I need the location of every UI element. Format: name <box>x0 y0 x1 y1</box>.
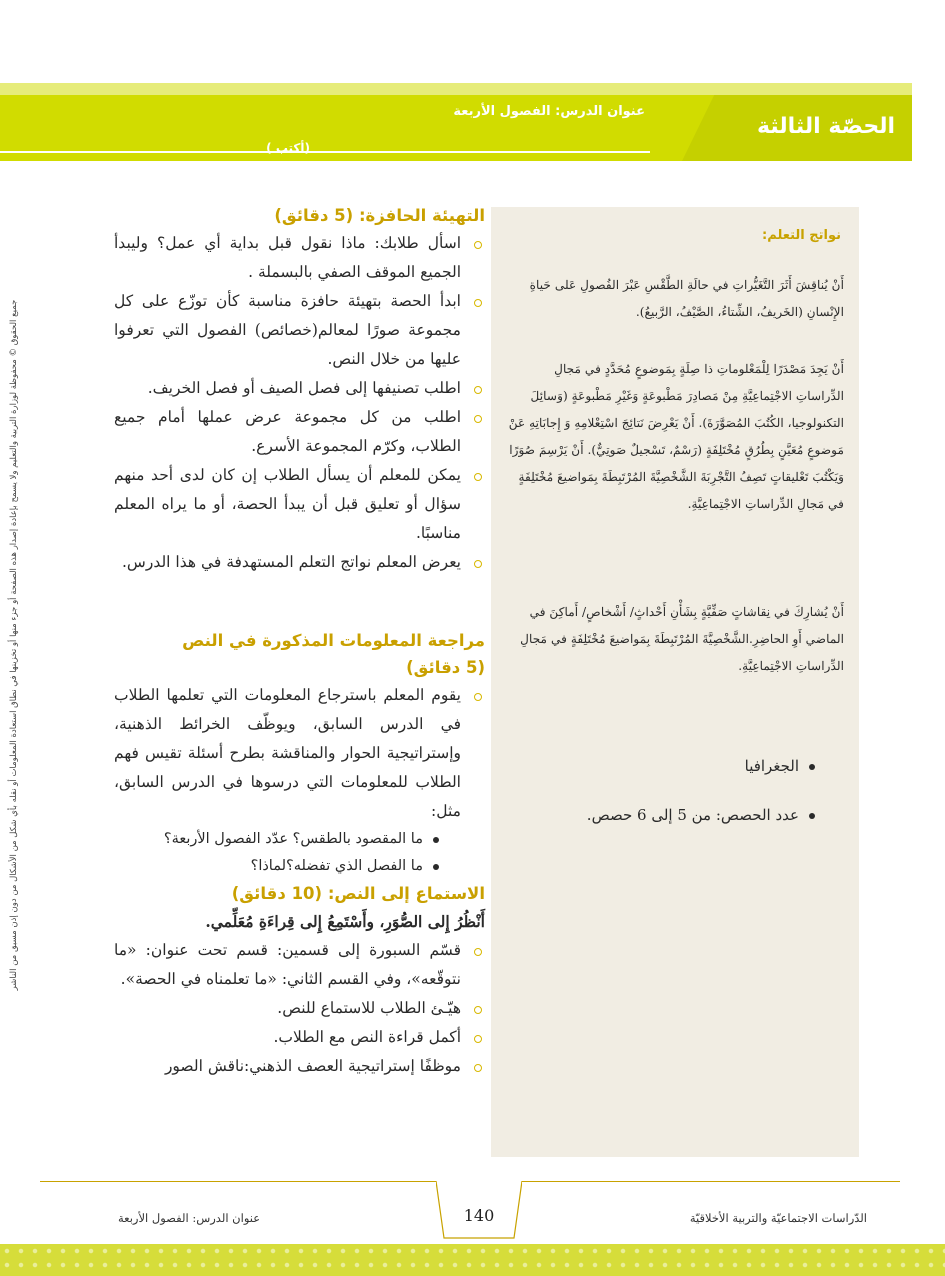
list-item: يمكن للمعلم أن يسأل الطلاب إن كان لدى أحد منهم سؤال أو تعليق قبل أن يبدأ الحصة، أو ما يراه المعلم مناسبًا. <box>114 461 485 548</box>
list-item: اطلب من كل مجموعة عرض عملها أمام جميع الطلاب، وكرّم المجموعة الأسرع. <box>114 403 485 461</box>
footer-book-title: الدّراسات الاجتماعيّة والتربية الأخلاقيّة <box>689 1211 867 1225</box>
review-duration: (5 دقائق) <box>406 658 485 677</box>
book-tag: (أكتب ) <box>266 141 310 155</box>
bullet-dot-icon <box>809 813 815 819</box>
bottom-decorative-band <box>0 1244 945 1276</box>
warmup-list <box>114 229 485 577</box>
learning-outcome: أَنْ يُشارِكَ في نِقاشاتٍ صَفِّيَّةٍ بِشَأْنِ أَحْداثٍ/ أَشْخاصٍ/ أَماكِنَ في الماضي أَوِ الحاضِرِ.الشَّخْصِيَّةَ المُرْتَبِطَةَ بِمَواضيعَ مُخْتَلِفَةٍ في مَجالِ الدِّراساتِ الاجْتِماعِيَّةِ. <box>520 605 844 673</box>
list-item: ابدأ الحصة بتهيئة حافزة مناسبة كأن توزّع على كل مجموعة صورًا لمعالم(خصائص) الفصول التي تعرفوا عليها من خلال النص. <box>114 287 485 374</box>
review-list <box>114 681 485 826</box>
footer-rule <box>40 1181 440 1182</box>
warmup-duration: (5 دقائق) <box>274 206 354 225</box>
question-item: ما المقصود بالطقس؟ عدّد الفصول الأربعة؟ <box>114 826 439 853</box>
list-item: موظفًا إستراتيجية العصف الذهني:ناقش الصور <box>114 1052 485 1081</box>
warmup-title <box>114 202 485 229</box>
list-item: أكمل قراءة النص مع الطلاب. <box>114 1023 485 1052</box>
session-title: الحصّة الثالثة <box>757 114 895 139</box>
list-item: هيّـئ الطلاب للاستماع للنص. <box>114 994 485 1023</box>
list-item: يعرض المعلم نواتج التعلم المستهدفة في هذا الدرس. <box>114 548 485 577</box>
learning-outcome: أَنْ يَجِدَ مَصْدَرًا لِلْمَعْلوماتِ ذا صِلَةٍ بِمَوضوعٍ مُحَدَّدٍ في مَجالِ الدِّراساتِ الاجْتِماعِيَّةِ مِنْ مَصادِرَ مَطْبوعَةٍ وَغَيْرِ مَطْبوعَةٍ (وَسائِلَ التكنولوجيا، الكُتُبَ المُصَوَّرَةَ). أَنْ يَعْرِضَ نَتائِجَ اسْتِعْلامِهِ وَ إِجابَاتِهِ عَنْ مَوضوعٍ مُعَيَّنٍ بِطُرُقٍ مُخْتَلِفَةٍ (رَسْمٌ، تَسْجيلٌ صَوتِيٌّ). أَنْ يَرْسِمَ صُوَرًا وَيَكْتُبَ تَعْليقاتٍ تَصِفُ التَّجْرِبَةَ الشَّخْصِيَّةَ المُرْتَبِطَةَ بِمَواضيعَ مُخْتَلِفَةٍ في مَجالِ الدِّراساتِ الاجْتِماعِيَّةِ. <box>508 362 844 511</box>
page-number: 140 <box>463 1206 495 1225</box>
subject-text: الجغرافيا <box>744 757 799 775</box>
learning-outcome: أَنْ يُناقِشَ أَثَرَ التَّغَيُّراتِ في حالَةِ الطَّقْسِ عَبْرَ الفُصولِ عَلى حَياةِ الإِنْسانِ (الخَريفُ، الشِّتاءُ، الصَّيْفُ، الرَّبيعُ). <box>529 278 844 319</box>
header-top-stripe <box>0 83 912 95</box>
listening-title <box>114 880 485 907</box>
footer-rule <box>520 1181 900 1182</box>
lesson-title: عنوان الدرس: الفصول الأربعة <box>453 104 645 119</box>
warmup-title-text: التهيئة الحافزة: <box>358 206 485 225</box>
question-item: ما الفصل الذي تفضله؟لماذا؟ <box>114 853 439 880</box>
list-item: يقوم المعلم باسترجاع المعلومات التي تعلمها الطلاب في الدرس السابق، ويوظّف الخرائط الذهنية، وإستراتيجية الحوار والمناقشة بطرح أسئلة تقيس فهم الطلاب للمعلومات التي درسوها في الدرس السابق، مثل: <box>114 681 485 826</box>
sessions-count-text: عدد الحصص: من 5 إلى 6 حصص. <box>586 806 799 824</box>
list-item: قسّم السبورة إلى قسمين: قسم تحت عنوان: «ما نتوقّعه»، وفي القسم الثاني: «ما تعلمناه في الحصة». <box>114 936 485 994</box>
list-item: اسأل طلابك: ماذا نقول قبل بداية أي عمل؟ وليبدأ الجميع الموقف الصفي بالبسملة . <box>114 229 485 287</box>
sessions-count-item <box>587 806 815 824</box>
review-title <box>114 627 485 654</box>
learning-outcomes-heading: نواتج التعلم: <box>762 228 841 243</box>
learning-outcomes-panel <box>491 207 859 1157</box>
header-divider <box>0 151 650 153</box>
listening-title-text: الاستماع إلى النص: <box>327 884 485 903</box>
footer-lesson-label: عنوان الدرس: الفصول الأربعة <box>118 1211 261 1225</box>
subject-item <box>745 757 815 775</box>
copyright-side-note: جميع الحقوق © محفوظة لوزارة التربية والتعليم ولا يسمح بإعادة إصدار هذه الصفحة أو جزء منها أو تخزينها في نطاق استعادة المعلومات أو نقله بأي شكل من الأشكال من دون إذن مسبق من الناشر <box>9 299 19 991</box>
review-title-text: مراجعة المعلومات المذكورة في النص <box>182 631 485 650</box>
listening-instruction: أَنْظُرُ إِلى الصُّوَرِ، وأَسْتَمِعُ إِلى قِراءَةِ مُعَلِّمي. <box>205 912 485 931</box>
listening-list <box>114 936 485 1081</box>
listening-duration: (10 دقائق) <box>231 884 323 903</box>
review-questions <box>114 826 485 880</box>
bullet-dot-icon <box>809 764 815 770</box>
list-item: اطلب تصنيفها إلى فصل الصيف أو فصل الخريف. <box>114 374 485 403</box>
main-column <box>114 202 485 1081</box>
